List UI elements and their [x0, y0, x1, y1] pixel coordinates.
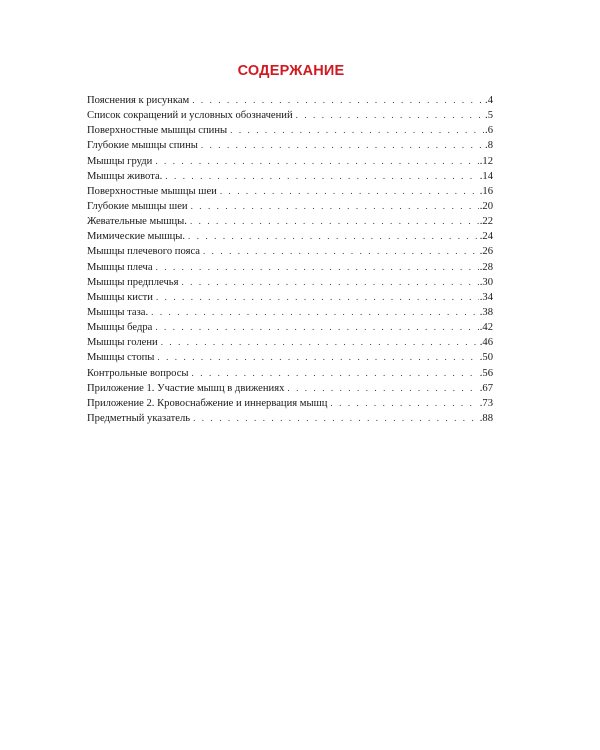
- toc-entry-label: Мимические мышцы.: [87, 231, 186, 243]
- toc-entry-label: Пояснения к рисункам: [87, 95, 190, 106]
- page-title: СОДЕРЖАНИЕ: [237, 63, 345, 79]
- toc-entry-label: Мышцы живота.: [87, 170, 163, 182]
- toc-entry-page: .24: [479, 231, 493, 243]
- toc-entry-label: Мышцы голени: [87, 337, 158, 349]
- toc-entry-label: Мышцы груди: [87, 155, 153, 167]
- toc-entry: [87, 199, 493, 214]
- toc-entry: [87, 366, 493, 381]
- toc-entry: [87, 305, 493, 320]
- dot-leader: [220, 184, 479, 199]
- toc-entry: [87, 138, 493, 153]
- toc-entry-page: .8: [485, 140, 493, 152]
- toc-entry: [87, 320, 493, 335]
- toc-entry-label: Предметный указатель: [87, 412, 191, 424]
- toc-entry-page: .14: [479, 170, 493, 182]
- toc-entry: [87, 350, 493, 365]
- dot-leader: [203, 244, 479, 259]
- toc-entry-label: Контрольные вопросы: [87, 367, 189, 379]
- dot-leader: [330, 396, 478, 411]
- toc-entry-page: .28: [479, 261, 493, 273]
- toc-entry-label: Список сокращений и условных обозначений: [87, 110, 293, 122]
- toc-entry: [87, 290, 493, 305]
- toc-entry-label: Мышцы таза.: [87, 306, 149, 318]
- dot-leader: [151, 305, 479, 320]
- toc-entry-page: .6: [485, 125, 493, 137]
- dot-leader: [161, 335, 479, 350]
- toc-entry-page: .67: [479, 382, 493, 394]
- toc-entry-page: .4: [485, 95, 493, 106]
- toc-entry-page: .73: [479, 397, 493, 409]
- dot-leader: [230, 123, 484, 138]
- dot-leader: [157, 350, 478, 365]
- dot-leader: [287, 381, 478, 396]
- toc-entry: [87, 260, 493, 275]
- dot-leader: [193, 411, 479, 426]
- toc-entry-label: Мышцы плеча: [87, 261, 153, 273]
- dot-leader: [190, 214, 479, 229]
- toc-entry: [87, 381, 493, 396]
- toc-entry-page: .56: [479, 367, 493, 379]
- toc-entry-label: Мышцы бедра: [87, 322, 153, 334]
- toc-entry-label: Мышцы кисти: [87, 291, 153, 303]
- toc-entry-page: .20: [479, 200, 493, 212]
- dot-leader: [192, 366, 479, 381]
- dot-leader: [191, 199, 479, 214]
- dot-leader: [181, 275, 478, 290]
- dot-leader: [155, 154, 478, 169]
- toc-entry-label: Поверхностные мышцы шеи: [87, 185, 217, 197]
- toc-entry-label: Жевательные мышцы.: [87, 216, 187, 228]
- table-of-contents: [87, 93, 493, 426]
- toc-entry-page: .42: [479, 322, 493, 334]
- dot-leader: [296, 108, 484, 123]
- toc-entry: [87, 154, 493, 169]
- toc-entry-page: .46: [479, 337, 493, 349]
- dot-leader: [165, 169, 478, 184]
- dot-leader: [192, 93, 484, 108]
- toc-entry-page: .12: [479, 155, 493, 167]
- toc-entry: [87, 169, 493, 184]
- toc-entry: [87, 214, 493, 229]
- toc-entry-label: Мышцы стопы: [87, 352, 155, 364]
- toc-entry: [87, 396, 493, 411]
- toc-entry-page: .22: [479, 216, 493, 228]
- dot-leader: [155, 320, 478, 335]
- toc-entry-page: .34: [479, 291, 493, 303]
- toc-entry: [87, 275, 493, 290]
- toc-entry-page: .26: [479, 246, 493, 258]
- dot-leader: [188, 229, 479, 244]
- toc-entry-page: .38: [479, 306, 493, 318]
- toc-entry-label: Глубокие мышцы шеи: [87, 200, 188, 212]
- toc-entry-label: Мышцы предплечья: [87, 276, 179, 288]
- toc-entry: [87, 411, 493, 426]
- toc-entry: [87, 123, 493, 138]
- toc-entry-label: Приложение 2. Кровоснабжение и иннервация мышц: [87, 397, 328, 409]
- toc-entry: [87, 184, 493, 199]
- toc-entry: [87, 335, 493, 350]
- toc-entry: [87, 244, 493, 259]
- dot-leader: [201, 138, 484, 153]
- toc-entry-label: Глубокие мышцы спины: [87, 140, 198, 152]
- toc-entry-page: .16: [479, 185, 493, 197]
- toc-entry: [87, 93, 493, 108]
- toc-entry: [87, 229, 493, 244]
- toc-entry-page: .88: [479, 412, 493, 424]
- dot-leader: [156, 290, 479, 305]
- toc-entry-label: Мышцы плечевого пояса: [87, 246, 200, 258]
- toc-entry: [87, 108, 493, 123]
- toc-entry-page: .50: [479, 352, 493, 364]
- toc-entry-page: .30: [479, 276, 493, 288]
- toc-entry-label: Приложение 1. Участие мышц в движениях: [87, 382, 285, 394]
- toc-entry-label: Поверхностные мышцы спины: [87, 125, 228, 137]
- dot-leader: [156, 260, 479, 275]
- toc-entry-page: .5: [485, 110, 493, 122]
